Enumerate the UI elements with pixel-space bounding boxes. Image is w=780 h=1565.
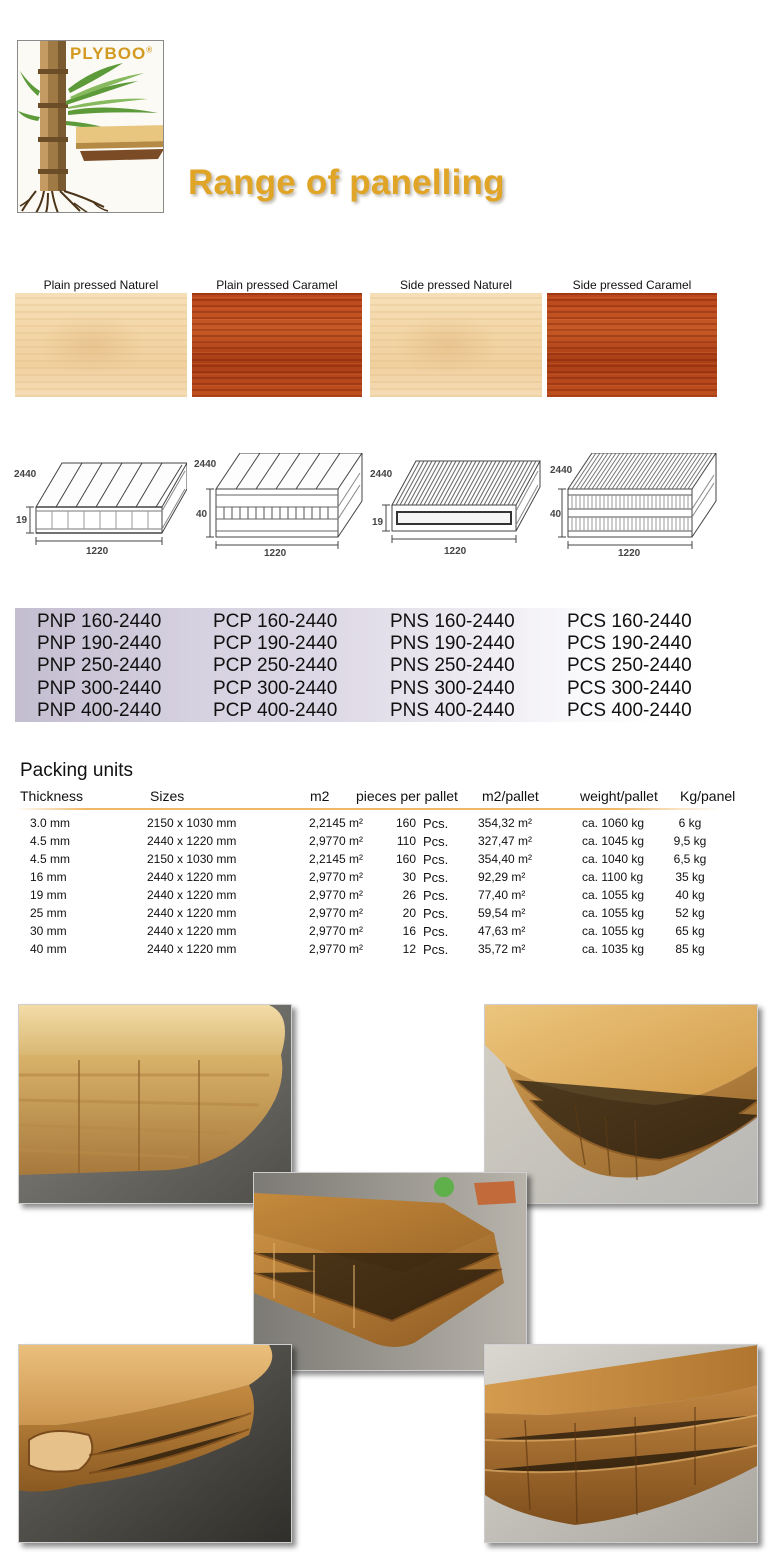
cell-pieces: 20 [402, 906, 416, 920]
col-header-m2: m2 [310, 788, 330, 804]
cell-unit: Pcs. [423, 870, 449, 885]
cell-m2: 2,2145 m² [309, 852, 364, 866]
product-code: PCP 400-2440 [213, 699, 338, 721]
cell-kg-panel: 85 kg [675, 942, 705, 956]
table-row [0, 816, 780, 834]
cell-thickness: 3.0 mm [30, 816, 71, 830]
codes-column-pcp [213, 611, 337, 722]
cell-unit: Pcs. [423, 942, 449, 957]
product-code: PCS 250-2440 [567, 655, 692, 677]
table-row [0, 888, 780, 906]
cell-unit: Pcs. [423, 834, 449, 849]
cell-m2-pallet: 354,32 m² [478, 816, 533, 830]
cell-size: 2440 x 1220 mm [147, 834, 237, 848]
cell-size: 2440 x 1220 mm [147, 924, 237, 938]
diagram-4-width: 1220 [618, 548, 641, 559]
table-row [0, 906, 780, 924]
diagram-1-thickness: 19 [16, 515, 28, 526]
codes-column-pcs [567, 611, 692, 722]
swatch-plain-naturel [15, 293, 187, 397]
cell-weight: ca. 1060 kg [582, 816, 645, 830]
diagram-4-thickness: 40 [550, 509, 562, 520]
sample-label-side-naturel: Side pressed Naturel [399, 278, 513, 292]
diagram-1-length: 2440 [14, 469, 37, 480]
cell-weight: ca. 1035 kg [582, 942, 645, 956]
col-header-sizes: Sizes [150, 788, 185, 804]
col-header-pieces: pieces per pallet [356, 788, 458, 804]
cell-weight: ca. 1055 kg [582, 924, 645, 938]
bamboo-logo-illustration [18, 41, 164, 213]
cell-pieces: 110 [396, 834, 416, 848]
cell-pieces: 16 [402, 924, 416, 938]
cell-kg-panel: 52 kg [675, 906, 705, 920]
cell-pieces: 26 [402, 888, 416, 902]
cell-m2: 2,9770 m² [309, 870, 364, 884]
diagram-plain-40 [190, 453, 365, 560]
sample-label-plain-naturel: Plain pressed Naturel [43, 278, 159, 292]
cell-m2: 2,9770 m² [309, 924, 364, 938]
diagram-side-40 [546, 453, 721, 560]
diagram-1-width: 1220 [86, 546, 109, 557]
cell-thickness: 4.5 mm [30, 834, 71, 848]
page-title: Range of panelling [188, 163, 505, 202]
cell-m2-pallet: 59,54 m² [478, 906, 526, 920]
table-row [0, 870, 780, 888]
col-header-m2-pallet: m2/pallet [482, 788, 539, 804]
cell-kg-panel: 35 kg [675, 870, 705, 884]
col-header-weight: weight/pallet [580, 788, 658, 804]
product-code: PNS 250-2440 [390, 655, 515, 677]
cell-size: 2440 x 1220 mm [147, 888, 237, 902]
cell-kg-panel: 6 kg [678, 816, 702, 830]
swatch-side-caramel [547, 293, 717, 397]
cell-thickness: 30 mm [30, 924, 67, 938]
product-code: PNS 400-2440 [390, 699, 515, 721]
table-row [0, 924, 780, 942]
cell-pieces: 160 [395, 852, 416, 866]
cell-kg-panel: 65 kg [675, 924, 705, 938]
diagram-2-thickness: 40 [196, 509, 208, 520]
cell-pieces: 12 [402, 942, 416, 956]
diagram-2-width: 1220 [264, 548, 287, 559]
product-code: PCS 400-2440 [567, 699, 692, 721]
cell-pieces: 160 [395, 816, 416, 830]
cell-m2-pallet: 92,29 m² [478, 870, 526, 884]
cell-m2-pallet: 47,63 m² [478, 924, 526, 938]
packing-units-heading: Packing units [20, 760, 134, 781]
cell-kg-panel: 9,5 kg [673, 834, 707, 848]
cell-weight: ca. 1040 kg [582, 852, 645, 866]
product-code: PNS 190-2440 [390, 633, 515, 655]
product-code: PCS 160-2440 [567, 611, 692, 632]
cell-size: 2150 x 1030 mm [147, 816, 237, 830]
cell-size: 2440 x 1220 mm [147, 870, 237, 884]
cell-thickness: 16 mm [30, 870, 67, 884]
cell-weight: ca. 1045 kg [582, 834, 645, 848]
product-code: PNS 300-2440 [390, 677, 515, 699]
cell-m2-pallet: 35,72 m² [478, 942, 526, 956]
cell-m2: 2,2145 m² [309, 816, 364, 830]
cell-pieces: 30 [402, 870, 416, 884]
table-row [0, 834, 780, 852]
diagram-side-19 [368, 453, 543, 560]
cell-thickness: 25 mm [30, 906, 67, 920]
cell-thickness: 4.5 mm [30, 852, 71, 866]
product-code: PNP 400-2440 [37, 699, 162, 721]
cell-unit: Pcs. [423, 906, 449, 921]
product-code: PNP 250-2440 [37, 655, 162, 677]
diagram-4-length: 2440 [550, 465, 573, 476]
cell-m2-pallet: 354,40 m² [478, 852, 533, 866]
swatch-side-naturel [370, 293, 542, 397]
logo-brand-text: PLYBOO® [70, 44, 154, 63]
cell-m2: 2,9770 m² [309, 834, 364, 848]
plyboo-logo [17, 40, 164, 213]
diagram-plain-19 [12, 453, 187, 560]
col-header-thickness: Thickness [20, 788, 84, 804]
cell-kg-panel: 40 kg [675, 888, 705, 902]
product-code: PCP 190-2440 [213, 633, 338, 655]
product-code: PCP 160-2440 [213, 611, 338, 632]
table-row [0, 852, 780, 870]
product-code: PCS 300-2440 [567, 677, 692, 699]
sample-label-plain-caramel: Plain pressed Caramel [216, 278, 338, 292]
cell-size: 2440 x 1220 mm [147, 942, 237, 956]
swatch-plain-caramel [192, 293, 362, 397]
cell-size: 2440 x 1220 mm [147, 906, 237, 920]
cell-unit: Pcs. [423, 852, 449, 867]
cell-unit: Pcs. [423, 924, 449, 939]
cell-unit: Pcs. [423, 888, 449, 903]
photo-panel-block [253, 1172, 527, 1371]
product-code: PNS 160-2440 [390, 611, 515, 632]
product-code: PCS 190-2440 [567, 633, 692, 655]
codes-column-pns [390, 611, 515, 722]
cell-m2: 2,9770 m² [309, 942, 364, 956]
cell-kg-panel: 6,5 kg [673, 852, 707, 866]
cell-weight: ca. 1100 kg [582, 870, 644, 884]
sample-label-side-caramel: Side pressed Caramel [572, 278, 692, 292]
cell-unit: Pcs. [423, 816, 449, 831]
codes-column-pnp [37, 611, 161, 722]
product-code: PCP 300-2440 [213, 677, 338, 699]
photo-panel-edge-3 [18, 1344, 292, 1543]
header-divider [15, 808, 720, 810]
cell-m2: 2,9770 m² [309, 888, 364, 902]
diagram-3-thickness: 19 [372, 517, 384, 528]
cell-m2: 2,9770 m² [309, 906, 364, 920]
product-code: PNP 160-2440 [37, 611, 162, 632]
product-code: PCP 250-2440 [213, 655, 338, 677]
cell-weight: ca. 1055 kg [582, 888, 645, 902]
cell-m2-pallet: 327,47 m² [478, 834, 533, 848]
product-code: PNP 190-2440 [37, 633, 162, 655]
product-code: PNP 300-2440 [37, 677, 162, 699]
photo-panel-edge-1 [18, 1004, 292, 1204]
cell-weight: ca. 1055 kg [582, 906, 645, 920]
cell-thickness: 40 mm [30, 942, 67, 956]
cell-m2-pallet: 77,40 m² [478, 888, 526, 902]
photo-panel-edge-4 [484, 1344, 758, 1543]
diagram-2-length: 2440 [194, 459, 217, 470]
col-header-kg-panel: Kg/panel [680, 788, 736, 804]
diagram-3-length: 2440 [370, 469, 393, 480]
cell-size: 2150 x 1030 mm [147, 852, 237, 866]
diagram-3-width: 1220 [444, 546, 467, 557]
cell-thickness: 19 mm [30, 888, 67, 902]
table-row [0, 942, 780, 960]
